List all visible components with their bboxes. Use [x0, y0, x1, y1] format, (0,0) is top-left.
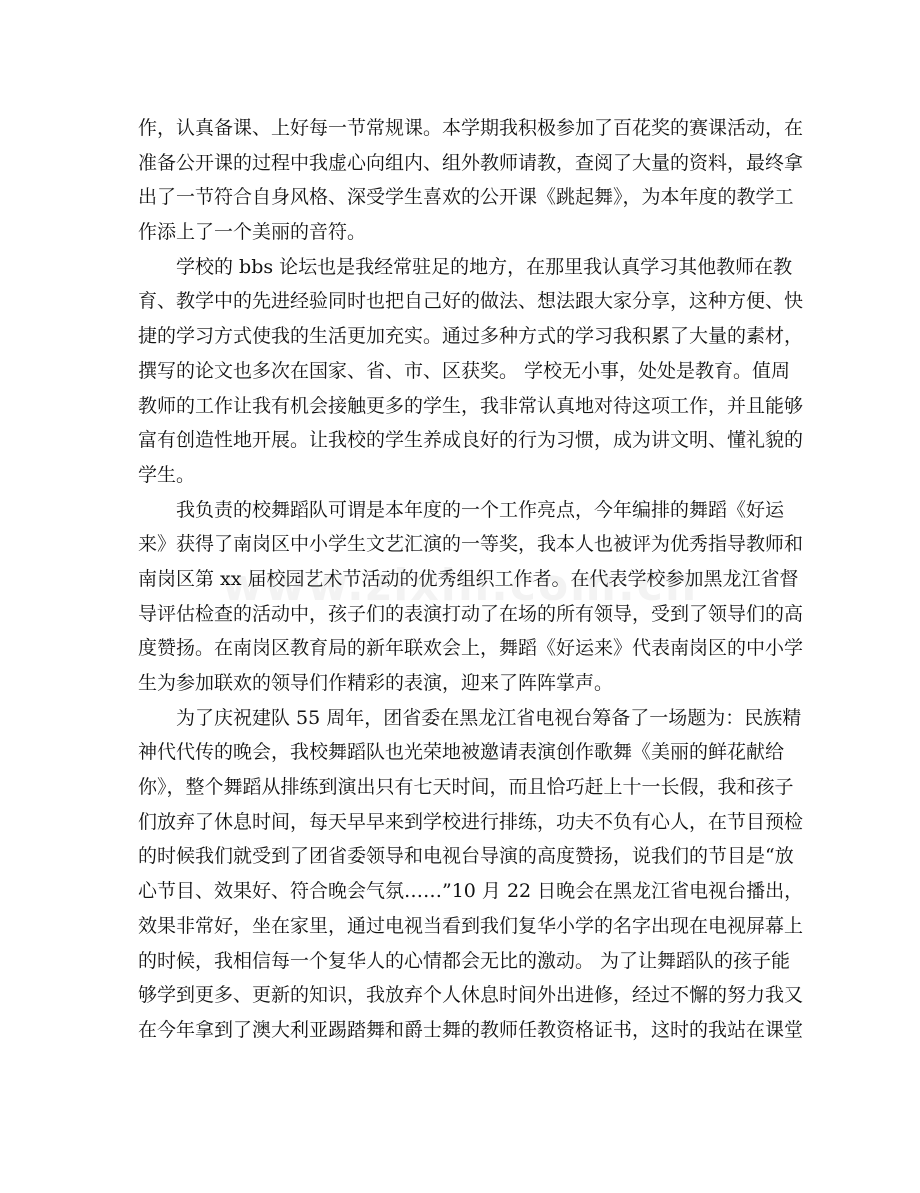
- text-line: 度赞扬。在南岗区教育局的新年联欢会上，舞蹈《好运来》代表南岗区的中小学: [138, 637, 804, 660]
- text-line: 准备公开课的过程中我虚心向组内、组外教师请教，查阅了大量的资料，最终拿: [138, 151, 804, 174]
- text-line: 心节目、效果好、符合晚会气氛……”10 月 22 日晚会在黑龙江省电视台播出，: [138, 880, 804, 903]
- text-line: 教师的工作让我有机会接触更多的学生，我非常认真地对待这项工作，并且能够: [138, 394, 804, 417]
- text-line: 为了庆祝建队 55 周年，团省委在黑龙江省电视台筹备了一场题为：民族精: [176, 706, 802, 729]
- text-line: 效果非常好，坐在家里，通过电视当看到我们复华小学的名字出现在电视屏幕上: [138, 914, 804, 937]
- text-line: 的时候，我相信每一个复华人的心情都会无比的激动。 为了让舞蹈队的孩子能: [138, 949, 791, 972]
- text-line: 导评估检查的活动中，孩子们的表演打动了在场的所有领导，受到了领导们的高: [138, 602, 804, 625]
- text-line: 够学到更多、更新的知识，我放弃个人休息时间外出进修，经过不懈的努力我又: [138, 984, 804, 1007]
- text-line: 出了一节符合自身风格、深受学生喜欢的公开课《跳起舞》，为本年度的教学工: [138, 186, 794, 209]
- text-line: 南岗区第 xx 届校园艺术节活动的优秀组织工作者。在代表学校参加黑龙江省督: [138, 567, 799, 590]
- text-line: 在今年拿到了澳大利亚踢踏舞和爵士舞的教师任教资格证书，这时的我站在课堂: [138, 1018, 804, 1041]
- text-line: 学生。: [138, 463, 196, 486]
- text-line: 们放弃了休息时间，每天早早来到学校进行排练，功夫不负有心人，在节目预检: [138, 810, 804, 833]
- text-line: 我负责的校舞蹈队可谓是本年度的一个工作亮点，今年编排的舞蹈《好运: [176, 498, 785, 521]
- text-line: 育、教学中的先进经验同时也把自己好的做法、想法跟大家分享，这种方便、快: [138, 290, 804, 313]
- document-body: [138, 111, 804, 1048]
- text-line: 生为参加联欢的领导们作精彩的表演，迎来了阵阵掌声。: [138, 672, 614, 694]
- text-line: 作添上了一个美丽的音符。: [138, 221, 367, 244]
- text-line: 富有创造性地开展。让我校的学生养成良好的行为习惯，成为讲文明、懂礼貌的: [138, 429, 804, 452]
- text-line: 学校的 bbs 论坛也是我经常驻足的地方，在那里我认真学习其他教师在教: [176, 255, 793, 278]
- text-line: 的时候我们就受到了团省委领导和电视台导演的高度赞扬，说我们的节目是“放: [138, 845, 794, 868]
- text-line: 来》获得了南岗区中小学生文艺汇演的一等奖，我本人也被评为优秀指导教师和: [138, 533, 804, 556]
- text-line: 撰写的论文也多次在国家、省、市、区获奖。 学校无小事，处处是教育。值周: [138, 359, 791, 382]
- text-line: 神代代传的晚会，我校舞蹈队也光荣地被邀请表演创作歌舞《美丽的鲜花献给: [138, 741, 785, 764]
- text-line: 作，认真备课、上好每一节常规课。本学期我积极参加了百花奖的赛课活动，在: [138, 117, 804, 139]
- text-line: 你》，整个舞蹈从排练到演出只有七天时间，而且恰巧赶上十一长假，我和孩子: [138, 776, 794, 799]
- text-line: 捷的学习方式使我的生活更加充实。通过多种方式的学习我积累了大量的素材，: [138, 325, 804, 348]
